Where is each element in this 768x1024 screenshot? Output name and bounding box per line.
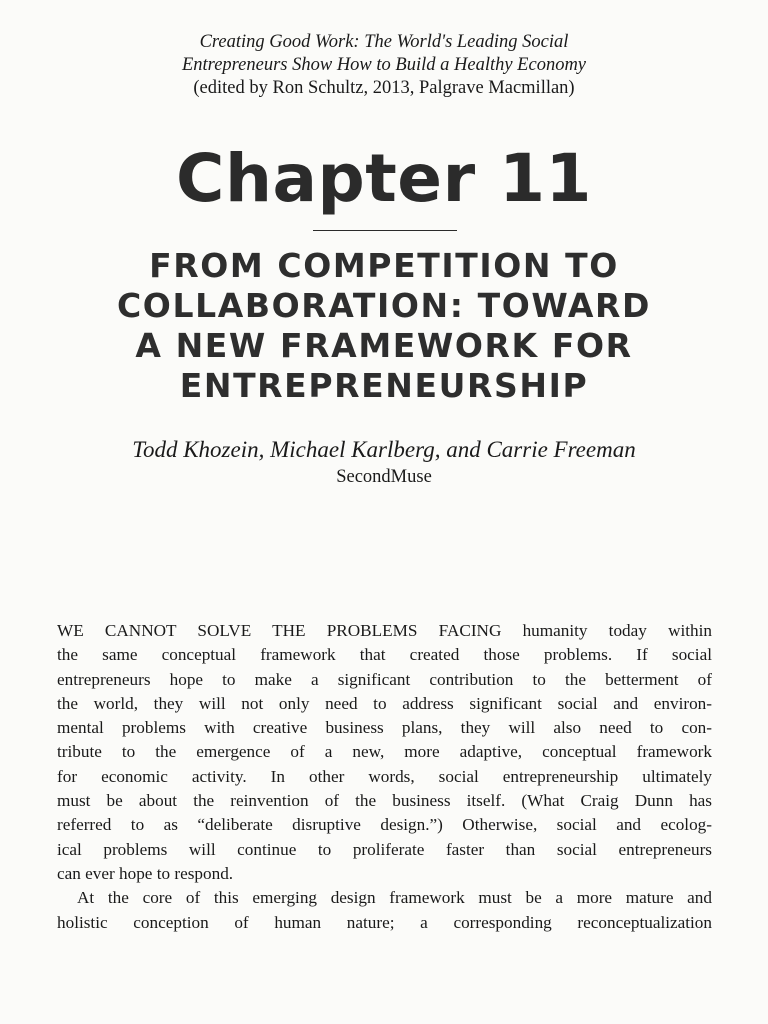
chapter-authors: Todd Khozein, Michael Karlberg, and Carrie Freeman [132,437,636,462]
chapter-number: Chapter 11 [176,140,592,217]
paragraph-1-line: mental problems with creative business plans, they will also need to con- [57,718,712,738]
paragraph-1-line: entrepreneurs hope to make a significant contribution to the betterment of [57,669,712,689]
citation-line-1: Creating Good Work: The World's Leading Social [199,32,569,52]
paragraph-1-line: referred to as “deliberate disruptive design.”) Otherwise, social and ecolog- [57,815,712,835]
chapter-title-line: FROM COMPETITION TO [149,246,619,285]
paragraph-1-line: the same conceptual framework that created those problems. If social [57,645,712,665]
citation-line-3: (edited by Ron Schultz, 2013, Palgrave Macmillan) [193,78,575,98]
paragraph-1-line: ical problems will continue to proliferate faster than social entrepreneurs [57,839,712,859]
paragraph-1-line: tribute to the emergence of a new, more adaptive, conceptual framework [57,742,712,762]
paragraph-1-line: WE CANNOT SOLVE THE PROBLEMS FACING humanity today within [57,621,712,640]
chapter-divider [313,230,457,231]
paragraph-1-line: for economic activity. In other words, social entrepreneurship ultimately [57,766,712,786]
paragraph-1-line: the world, they will not only need to address significant social and environ- [57,693,712,713]
body-text [57,619,712,935]
chapter-title [0,246,768,406]
author-affiliation: SecondMuse [336,467,432,487]
paragraph-1-line: must be about the reinvention of the business itself. (What Craig Dunn has [57,791,712,811]
paragraph-1-line: can ever hope to respond. [57,863,234,883]
chapter-title-line: COLLABORATION: TOWARD [116,286,652,325]
paragraph-2-line: holistic conception of human nature; a corresponding reconceptualization [57,912,712,932]
citation-line-2: Entrepreneurs Show How to Build a Healthy Economy [181,55,587,75]
source-citation [0,31,768,100]
paragraph-2-line: At the core of this emerging design framework must be a more mature and [77,888,712,908]
chapter-title-line: A NEW FRAMEWORK FOR [135,326,633,365]
chapter-title-line: ENTREPRENEURSHIP [179,366,589,405]
